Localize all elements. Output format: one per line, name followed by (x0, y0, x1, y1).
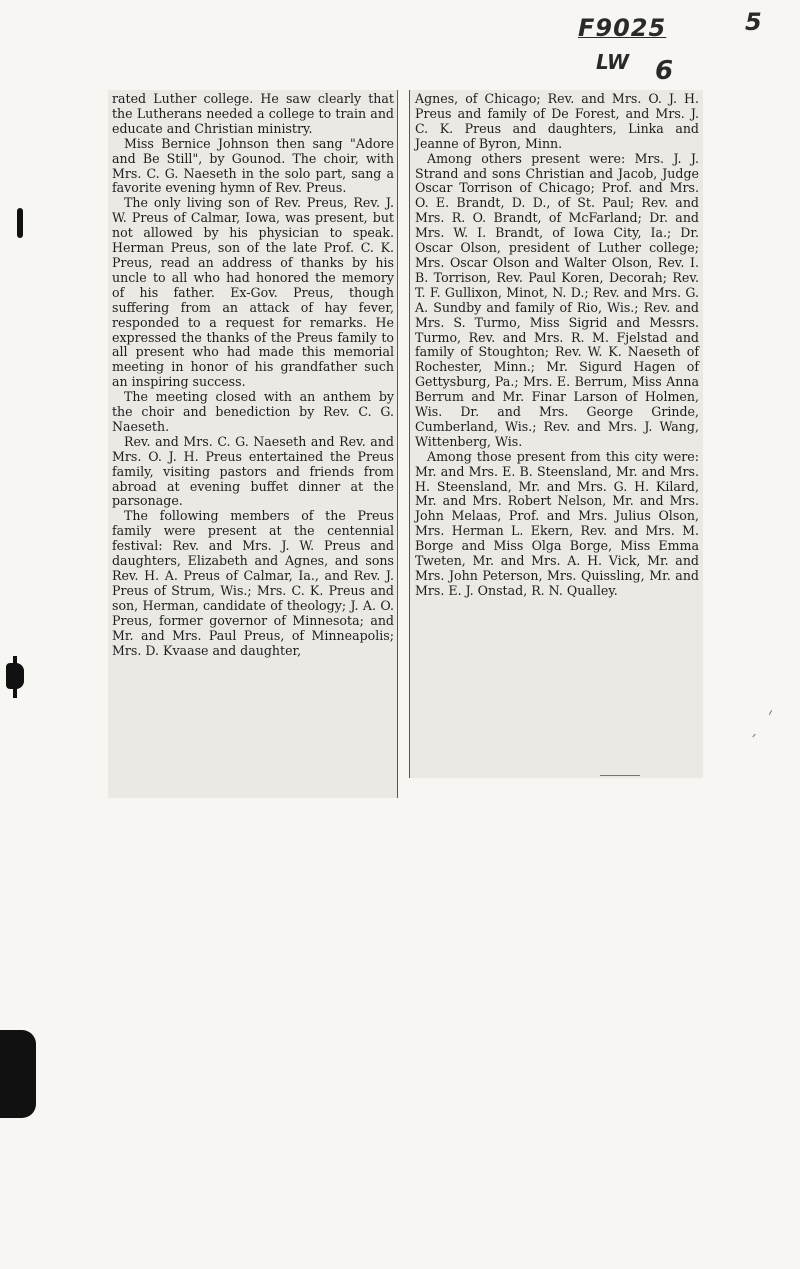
article-paragraph: rated Luther college. He saw clearly that the Lutherans needed a college to train and educate and Christian ministry. (112, 91, 394, 136)
handwritten-page-number: 5 (745, 8, 762, 36)
article-paragraph: The following members of the Preus family were present at the centennial festival: Rev. and Mrs. J. W. Preus and daughters, Elizabeth and Agnes, and sons Rev. H. A. Preus of Calmar, Ia., and Rev. J. Preus of Strum, Wis.; Mrs. C. K. Preus and son, Herman, candidate of theology; J. A. O. Preus, former governor of Minnesota; and Mr. and Mrs. Paul Preus, of Minneapolis; Mrs. D. Kvaase and daughter, (112, 508, 394, 658)
article-paragraph: The meeting closed with an anthem by the choir and benediction by Rev. C. G. Naeseth. (112, 389, 394, 434)
handwritten-number: 6 (655, 56, 674, 86)
article-column-right (409, 90, 703, 778)
article-paragraph: Miss Bernice Johnson then sang "Adore and Be Still", by Gounod. The choir, with Mrs. C. G. Naeseth in the solo part, sang a favorite evening hymn of Rev. Preus. (112, 135, 394, 196)
article-paragraph: The only living son of Rev. Preus, Rev. J. W. Preus of Calmar, Iowa, was present, but not allowed by his physician to speak. Herman Preus, son of the late Prof. C. K. Preus, read an address of thanks by his uncle to all who had honored the memory of his father. Ex-Gov. Preus, though suffering from an attack of hay fever, responded to a request for remarks. He expressed the thanks of the Preus family to all present who had made this memorial meeting in honor of his grandfather such an inspiring success. (112, 195, 394, 390)
article-paragraph: Agnes, of Chicago; Rev. and Mrs. O. J. H. Preus and family of De Forest, and Mrs. J. C. K. Preus and daughters, Linka and Jeanne of Byron, Minn. (415, 91, 699, 151)
binding-mark (13, 656, 17, 698)
binding-mark (0, 1030, 36, 1118)
binding-mark (17, 208, 23, 238)
stray-mark (752, 734, 755, 738)
end-rule (600, 775, 640, 776)
article-paragraph: Among others present were: Mrs. J. J. Strand and sons Christian and Jacob, Judge Oscar Torrison of Chicago; Prof. and Mrs. O. E. Brandt, D. D., of St. Paul; Rev. and Mrs. R. O. Brandt, of McFarland; Dr. and Mrs. W. I. Brandt, of Iowa City, Ia.; Dr. Oscar Olson, president of Luther college; Mrs. Oscar Olson and Walter Olson, Rev. I. B. Torrison, Rev. Paul Koren, Decorah; Rev. T. F. Gullixon, Minot, N. D.; Rev. and Mrs. G. A. Sundby and family of Rio, Wis.; Rev. and Mrs. S. Turmo, Miss Sigrid and Messrs. Turmo, Rev. and Mrs. R. M. Fjelstad and family of Stoughton; Rev. W. K. Naeseth of Rochester, Minn.; Mr. Sigurd Hagen of Gettysburg, Pa.; Mrs. E. Berrum, Miss Anna Berrum and Mr. Finar Larson of Holmen, Wis. Dr. and Mrs. George Grinde, Cumberland, Wis.; Rev. and Mrs. J. Wang, Wittenberg, Wis. (415, 150, 699, 449)
article-paragraph: Among those present from this city were: Mr. and Mrs. E. B. Steensland, Mr. and Mrs. H. Steensland, Mr. and Mrs. G. H. Kilard, Mr. and Mrs. Robert Nelson, Mr. and Mrs. John Melaas, Prof. and Mrs. Julius Olson, Mrs. Herman L. Ekern, Rev. and Mrs. M. Borge and Miss Olga Borge, Miss Emma Tweten, Mr. and Mrs. A. H. Vick, Mr. and Mrs. John Peterson, Mrs. Quissling, Mr. and Mrs. E. J. Onstad, R. N. Qualley. (415, 448, 699, 598)
handwritten-file-code: F9025 (578, 14, 667, 42)
article-paragraph: Rev. and Mrs. C. G. Naeseth and Rev. and Mrs. O. J. H. Preus entertained the Preus family, visiting pastors and friends from abroad at evening buffet dinner at the parsonage. (112, 433, 394, 509)
stray-mark (769, 710, 772, 715)
article-column-left (108, 90, 398, 798)
handwritten-series: LW (596, 50, 630, 74)
